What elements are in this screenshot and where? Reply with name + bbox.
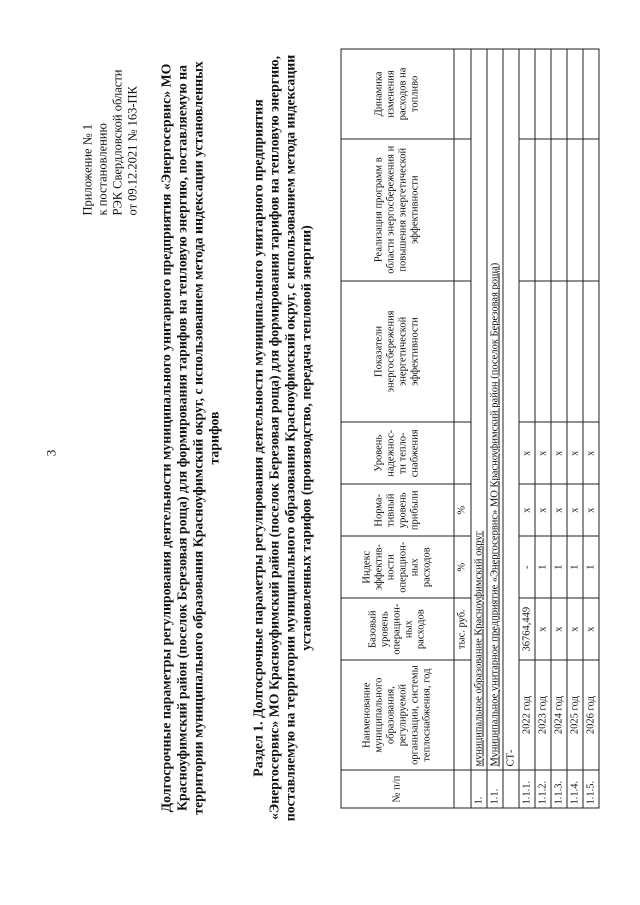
header-cell: № п/п (341, 770, 454, 808)
empty-cell (583, 138, 599, 280)
empty-cell (583, 49, 599, 139)
header-cell: Наименование муниципального образования, регулируемой организации, системы теплоснабжения, год (341, 660, 454, 770)
base-cell: 36764,449 (519, 598, 535, 660)
empty-cell (567, 49, 583, 139)
unit-cell (454, 49, 471, 139)
empty-cell (519, 49, 535, 139)
header-cell: Уровень надежнос-ти тепло-снабжения (341, 422, 454, 484)
table-row (519, 49, 535, 808)
appendix-block (80, 15, 140, 215)
table-row (551, 49, 567, 808)
index-cell: 1 (567, 536, 583, 598)
document-title: Долгосрочные параметры регулирования деятельности муниципального унитарного предприятия «Энергосервис» МО Красноуфимский район (поселок Березовая роща) для формирования тарифов на тепловую энергию, поставляемую на территории муниципального образования Красноуфимский округ, с использованием метода индексации установленных тарифов (158, 60, 221, 815)
row-number: 1. (471, 770, 487, 808)
units-row (454, 49, 471, 808)
base-cell: х (551, 598, 567, 660)
empty-cell (567, 280, 583, 422)
reliability-cell: х (567, 422, 583, 484)
appendix-line: к постановлению (95, 122, 109, 215)
organization-name: Муниципальное унитарное предприятие «Энергосервис» МО Красноуфимский район (поселок Березовая роща) (487, 49, 503, 770)
section-title: Раздел 1. Долгосрочные параметры регулирования деятельности муниципального унитарного предприятия «Энергосервис» МО Красноуфимский район (поселок Березовая роща) для формирования тарифов на тепловую энергию, поставляемую на территории муниципального образования Красноуфимский округ, с использованием метода индексации установленных тарифов (производство, передача тепловой энергии) (250, 54, 313, 821)
unit-cell (454, 770, 471, 808)
year-cell: 2022 год (519, 660, 535, 770)
unit-cell (454, 422, 471, 484)
empty-cell (535, 138, 551, 280)
year-cell: 2023 год (535, 660, 551, 770)
index-cell: 1 (583, 536, 599, 598)
empty-cell (519, 138, 535, 280)
appendix-line: от 09.12.2021 № 163-ПК (125, 85, 139, 215)
unit-cell (454, 660, 471, 770)
empty-cell (551, 138, 567, 280)
empty-cell (551, 49, 567, 139)
row-number: 1.1.5. (583, 770, 599, 808)
year-cell: 2026 год (583, 660, 599, 770)
base-cell: х (535, 598, 551, 660)
empty-cell (519, 280, 535, 422)
empty-cell (535, 280, 551, 422)
profit-cell: х (519, 484, 535, 536)
index-cell: 1 (551, 536, 567, 598)
reliability-cell: х (583, 422, 599, 484)
profit-cell: х (567, 484, 583, 536)
header-cell: Норма-тивный уровень прибыли (341, 484, 454, 536)
header-cell: Динамика изменения расходов на топливо (341, 49, 454, 139)
unit-cell (454, 280, 471, 422)
unit-cell (454, 138, 471, 280)
header-row (341, 49, 454, 808)
year-cell: 2025 год (567, 660, 583, 770)
header-cell: Реализация программ в области энергосбережения и повышения энергетической эффективности (341, 138, 454, 280)
page-number: 3 (43, 449, 58, 456)
index-cell: 1 (535, 536, 551, 598)
municipality-name: муниципальное образование Красноуфимский округ (471, 49, 487, 770)
reliability-cell: х (535, 422, 551, 484)
year-cell: 2024 год (551, 660, 567, 770)
header-cell: Индекс эффектив-ности операцион-ных расходов (341, 536, 454, 598)
row-number: 1.1.3. (551, 770, 567, 808)
profit-cell: х (535, 484, 551, 536)
row-number: 1.1.1. (519, 770, 535, 808)
header-cell: Показатели энергосбережения энергетической эффективности (341, 280, 454, 422)
empty-cell (567, 138, 583, 280)
empty-cell (551, 280, 567, 422)
profit-cell: х (583, 484, 599, 536)
table-row (583, 49, 599, 808)
header-cell: Базовый уровень операцион-ных расходов (341, 598, 454, 660)
empty-cell (583, 280, 599, 422)
base-cell: х (583, 598, 599, 660)
unit-cell: тыс. руб. (454, 598, 471, 660)
base-cell: х (567, 598, 583, 660)
profit-cell: х (551, 484, 567, 536)
table-row (503, 49, 519, 808)
table-row (487, 49, 503, 808)
row-number: 1.1.2. (535, 770, 551, 808)
index-cell: - (519, 536, 535, 598)
empty-cell (535, 49, 551, 139)
row-number: 1.1. (487, 770, 503, 808)
table-row (471, 49, 487, 808)
table-row (535, 49, 551, 808)
system-name: СТ- (503, 49, 519, 770)
reliability-cell: х (519, 422, 535, 484)
reliability-cell: х (551, 422, 567, 484)
row-number (503, 770, 519, 808)
unit-cell: % (454, 484, 471, 536)
unit-cell: % (454, 536, 471, 598)
appendix-line: Приложение № 1 (80, 123, 94, 215)
appendix-line: РЭК Свердловской области (110, 69, 124, 215)
table-row (567, 49, 583, 808)
parameters-table (340, 48, 599, 808)
row-number: 1.1.4. (567, 770, 583, 808)
